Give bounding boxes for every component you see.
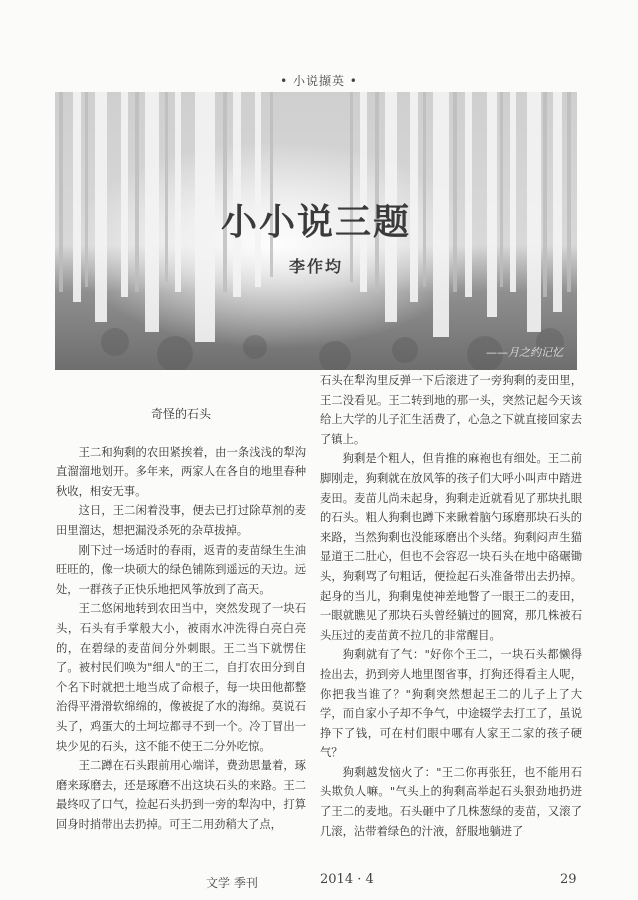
article-title: 小小说三题 — [220, 202, 411, 243]
paragraph: 刚下过一场适时的春雨，返青的麦苗绿生生油旺旺的，像一块硕大的绿色铺陈到遥远的天边。远处，一群孩子正快乐地把风筝放到了高天。 — [56, 543, 306, 596]
hero-image — [55, 92, 577, 370]
paragraph: 狗剩是个粗人，但肯推的麻袍也有细处。王二前脚刚走，狗剩就在放风筝的孩子们大呼小叫声中踏进麦田。麦苗儿尚未起身，狗剩走近就看见了那块扎眼的石头。粗人狗剩也蹲下来瞅着脑勺琢磨那块石头的来路，当然狗剩也没能琢磨出个头绪。狗剩闷声生猫显道王二肚心，但也不会容忍一块石头在地中硌碾锄头，狗剩骂了句粗话，便捡起石头准备带出去扔掉。起身的当儿，狗剩鬼使神差地瞥了一眼王二的麦田，一眼就瞧见了那块石头曾经躺过的圆窝，那几株被石头压过的麦苗黄不拉几的非常醒目。 — [320, 452, 582, 642]
text-column-left — [56, 405, 306, 834]
journal-name: 文学 季刊 — [206, 876, 258, 890]
paragraph: 王二蹲在石头跟前用心端详，费劲思量着，琢磨来琢磨去，还是琢磨不出这块石头的来路。王二最终叹了口气，捡起石头扔到一旁的犁沟中，打算回身时捎带出去扔掉。可王二用劲稍大了点， — [56, 759, 306, 831]
page-number: 29 — [560, 872, 577, 887]
paragraph: 王二悠闲地转到农田当中，突然发现了一块石头，石头有手掌般大小，被雨水冲洗得白亮白亮的，在碧绿的麦苗间分外刺眼。王二当下就愣住了。被村民们唤为"细人"的王二，自打农田分到自个名下时就把土地当成了命根子，每一块田他都整治得平滑滑软绵绵的，像被捉了水的海绵。莫说石头了，鸡蛋大的土坷垃都寻不到一个。冷丁冒出一块少见的石头，这不能不使王二分外吃惊。 — [56, 602, 306, 753]
paragraph: 石头在犁沟里反弹一下后滚进了一旁狗剩的麦田里，王二没看见。王二转到地的那一头，突然记起今天该给上大学的儿子汇生活费了，心急之下就直接回家去了镇上。 — [320, 374, 582, 446]
section-tag: • 小说撷英 • — [280, 74, 358, 88]
paragraph: 王二和狗剩的农田紧挨着，由一条浅浅的犁沟直溜溜地划开。多年来，两家人在各自的地里春种秋收，相安无事。 — [56, 445, 306, 498]
author-name: 李作均 — [288, 257, 343, 276]
paragraph: 狗剩越发恼火了："王二你再张狂，也不能用石头欺负人嘛。"气头上的狗剩高举起石头狠劲地扔进了王二的麦地。石头砸中了几株葱绿的麦苗，又滚了几滚，沾带着绿色的汁液，舒服地躺进了 — [320, 765, 582, 838]
text-column-right — [320, 371, 582, 841]
paragraph: 狗剩就有了气："好你个王二，一块石头都懒得捡出去，扔到旁人地里图省事，打狗还得看主人呢，你把我当谁了？"狗剩突然想起王二的儿子上了大学，而自家小子却不争气，中途辍学去打工了，虽说挣下了钱，可在村们眼中哪有人家王二家的孩子硬气？ — [320, 648, 582, 760]
paragraph: 这日，王二闲着没事，便去已打过除草剂的麦田里溜达，想把漏没杀死的杂草拔掉。 — [56, 504, 306, 537]
issue-number: 2014 · 4 — [320, 872, 374, 887]
photo-caption: ——月之约记忆 — [486, 346, 563, 359]
story-title: 奇怪的石头 — [150, 407, 211, 421]
